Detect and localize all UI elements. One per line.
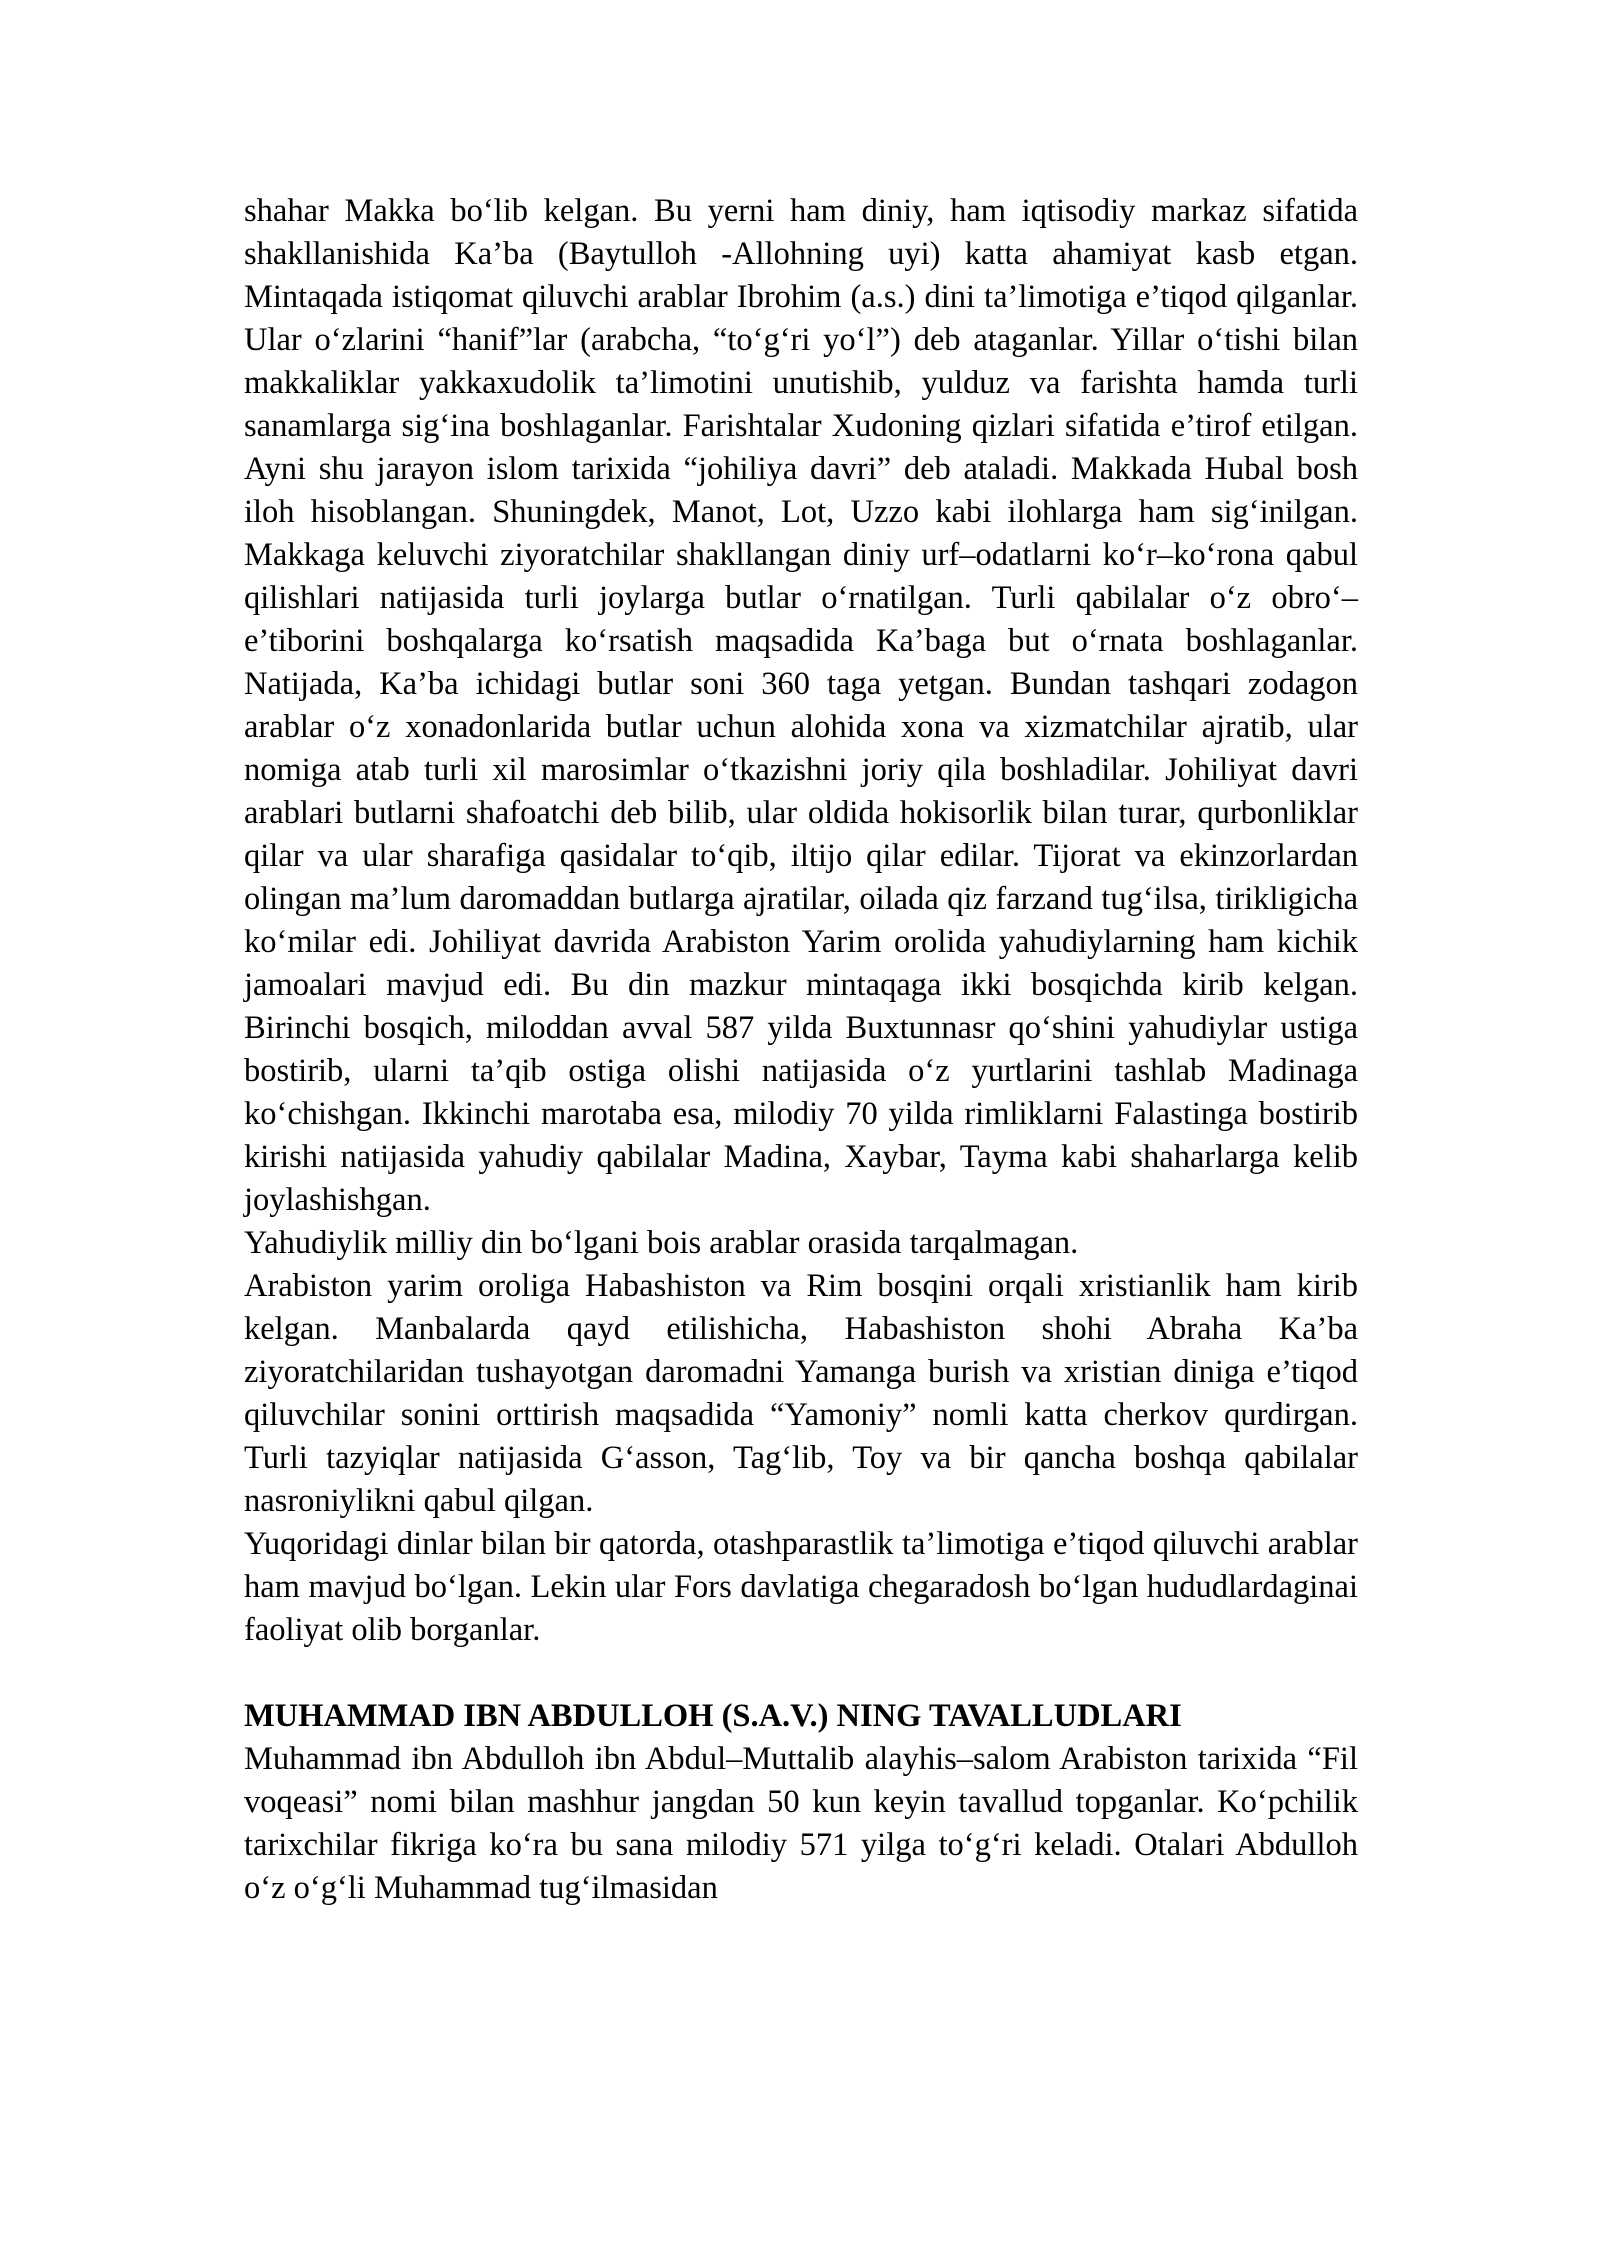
paragraph-johiliya: shahar Makka bo‘lib kelgan. Bu yerni ham diniy, ham iqtisodiy markaz sifatida shakllanishida Ka’ba (Baytulloh -Allohning uyi) katta ahamiyat kasb etgan. Mintaqada istiqomat qiluvchi arablar Ibrohim (a.s.) dini ta’limotiga e’tiqod qilganlar. Ular o‘zlarini “hanif”lar (arabcha, “to‘g‘ri yo‘l”) deb ataganlar. Yillar o‘tishi bilan makkaliklar yakkaxudolik ta’limotini unutishib, yulduz va farishta hamda turli sanamlarga sig‘ina boshlaganlar. Farishtalar Xudoning qizlari sifatida e’tirof etilgan. Ayni shu jarayon islom tarixida “johiliya davri” deb ataladi. Makkada Hubal bosh iloh hisoblangan. Shuningdek, Manot, Lot, Uzzo kabi ilohlarga ham sig‘inilgan. Makkaga keluvchi ziyoratchilar shakllangan diniy urf–odatlarni ko‘r–ko‘rona qabul qilishlari natijasida turli joylarga butlar o‘rnatilgan. Turli qabilalar o‘z obro‘–e’tiborini boshqalarga ko‘rsatish maqsadida Ka’baga but o‘rnata boshlaganlar. Natijada, Ka’ba ichidagi butlar soni 360 taga yetgan. Bundan tashqari zodagon arablar o‘z xonadonlarida butlar uchun alohida xona va xizmatchilar ajratib, ular nomiga atab turli xil marosimlar o‘tkazishni joriy qila boshladilar. Johiliyat davri arablari butlarni shafoatchi deb bilib, ular oldida hokisorlik bilan turar, qurbonliklar qilar va ular sharafiga qasidalar to‘qib, iltijo qilar edilar. Tijorat va ekinzorlardan olingan ma’lum daromaddan butlarga ajratilar, oilada qiz farzand tug‘ilsa, tirikligicha ko‘milar edi. Johiliyat davrida Arabiston Yarim orolida yahudiylarning ham kichik jamoalari mavjud edi. Bu din mazkur mintaqaga ikki bosqichda kirib kelgan. Birinchi bosqich, miloddan avval 587 yilda Buxtunnasr qo‘shini yahudiylar ustiga bostirib, ularni ta’qib ostiga olishi natijasida o‘z yurtlarini tashlab Madinaga ko‘chishgan. Ikkinchi marotaba esa, milodiy 70 yilda rimliklarni Falastinga bostirib kirishi natijasida yahudiy qabilalar Madina, Xaybar, Tayma kabi shaharlarga kelib joylashishgan. bbox=[244, 193, 1358, 1218]
paragraph-xristianlik: Arabiston yarim oroliga Habashiston va Rim bosqini orqali xristianlik ham kirib kelgan. Manbalarda qayd etilishicha, Habashiston shohi Abraha Ka’ba ziyoratchilaridan tushayotgan daromadni Yamanga burish va xristian diniga e’tiqod qiluvchilar sonini orttirish maqsadida “Yamoniy” nomli katta cherkov qurdirgan. Turli tazyiqlar natijasida G‘asson, Tag‘lib, Toy va bir qancha boshqa qabilalar nasroniylikni qabul qilgan. bbox=[244, 1268, 1358, 1519]
paragraph-tavallud: Muhammad ibn Abdulloh ibn Abdul–Muttalib alayhis–salom Arabiston tarixida “Fil voqeasi” nomi bilan mashhur jangdan 50 kun keyin tavallud topganlar. Ko‘pchilik tarixchilar fikriga ko‘ra bu sana milodiy 571 yilga to‘g‘ri keladi. Otalari Abdulloh o‘z o‘g‘li Muhammad tug‘ilmasidan bbox=[244, 1741, 1358, 1906]
section-heading: MUHAMMAD IBN ABDULLOH (S.A.V.) NING TAVALLUDLARI bbox=[244, 1698, 1182, 1734]
paragraph-otashparastlik: Yuqoridagi dinlar bilan bir qatorda, otashparastlik ta’limotiga e’tiqod qiluvchi arablar ham mavjud bo‘lgan. Lekin ular Fors davlatiga chegaradosh bo‘lgan hududlardaginai faoliyat olib borganlar. bbox=[244, 1526, 1358, 1648]
document-page bbox=[244, 190, 1358, 1910]
paragraph-yahudiylik: Yahudiylik milliy din bo‘lgani bois arablar orasida tarqalmagan. bbox=[244, 1225, 1079, 1261]
